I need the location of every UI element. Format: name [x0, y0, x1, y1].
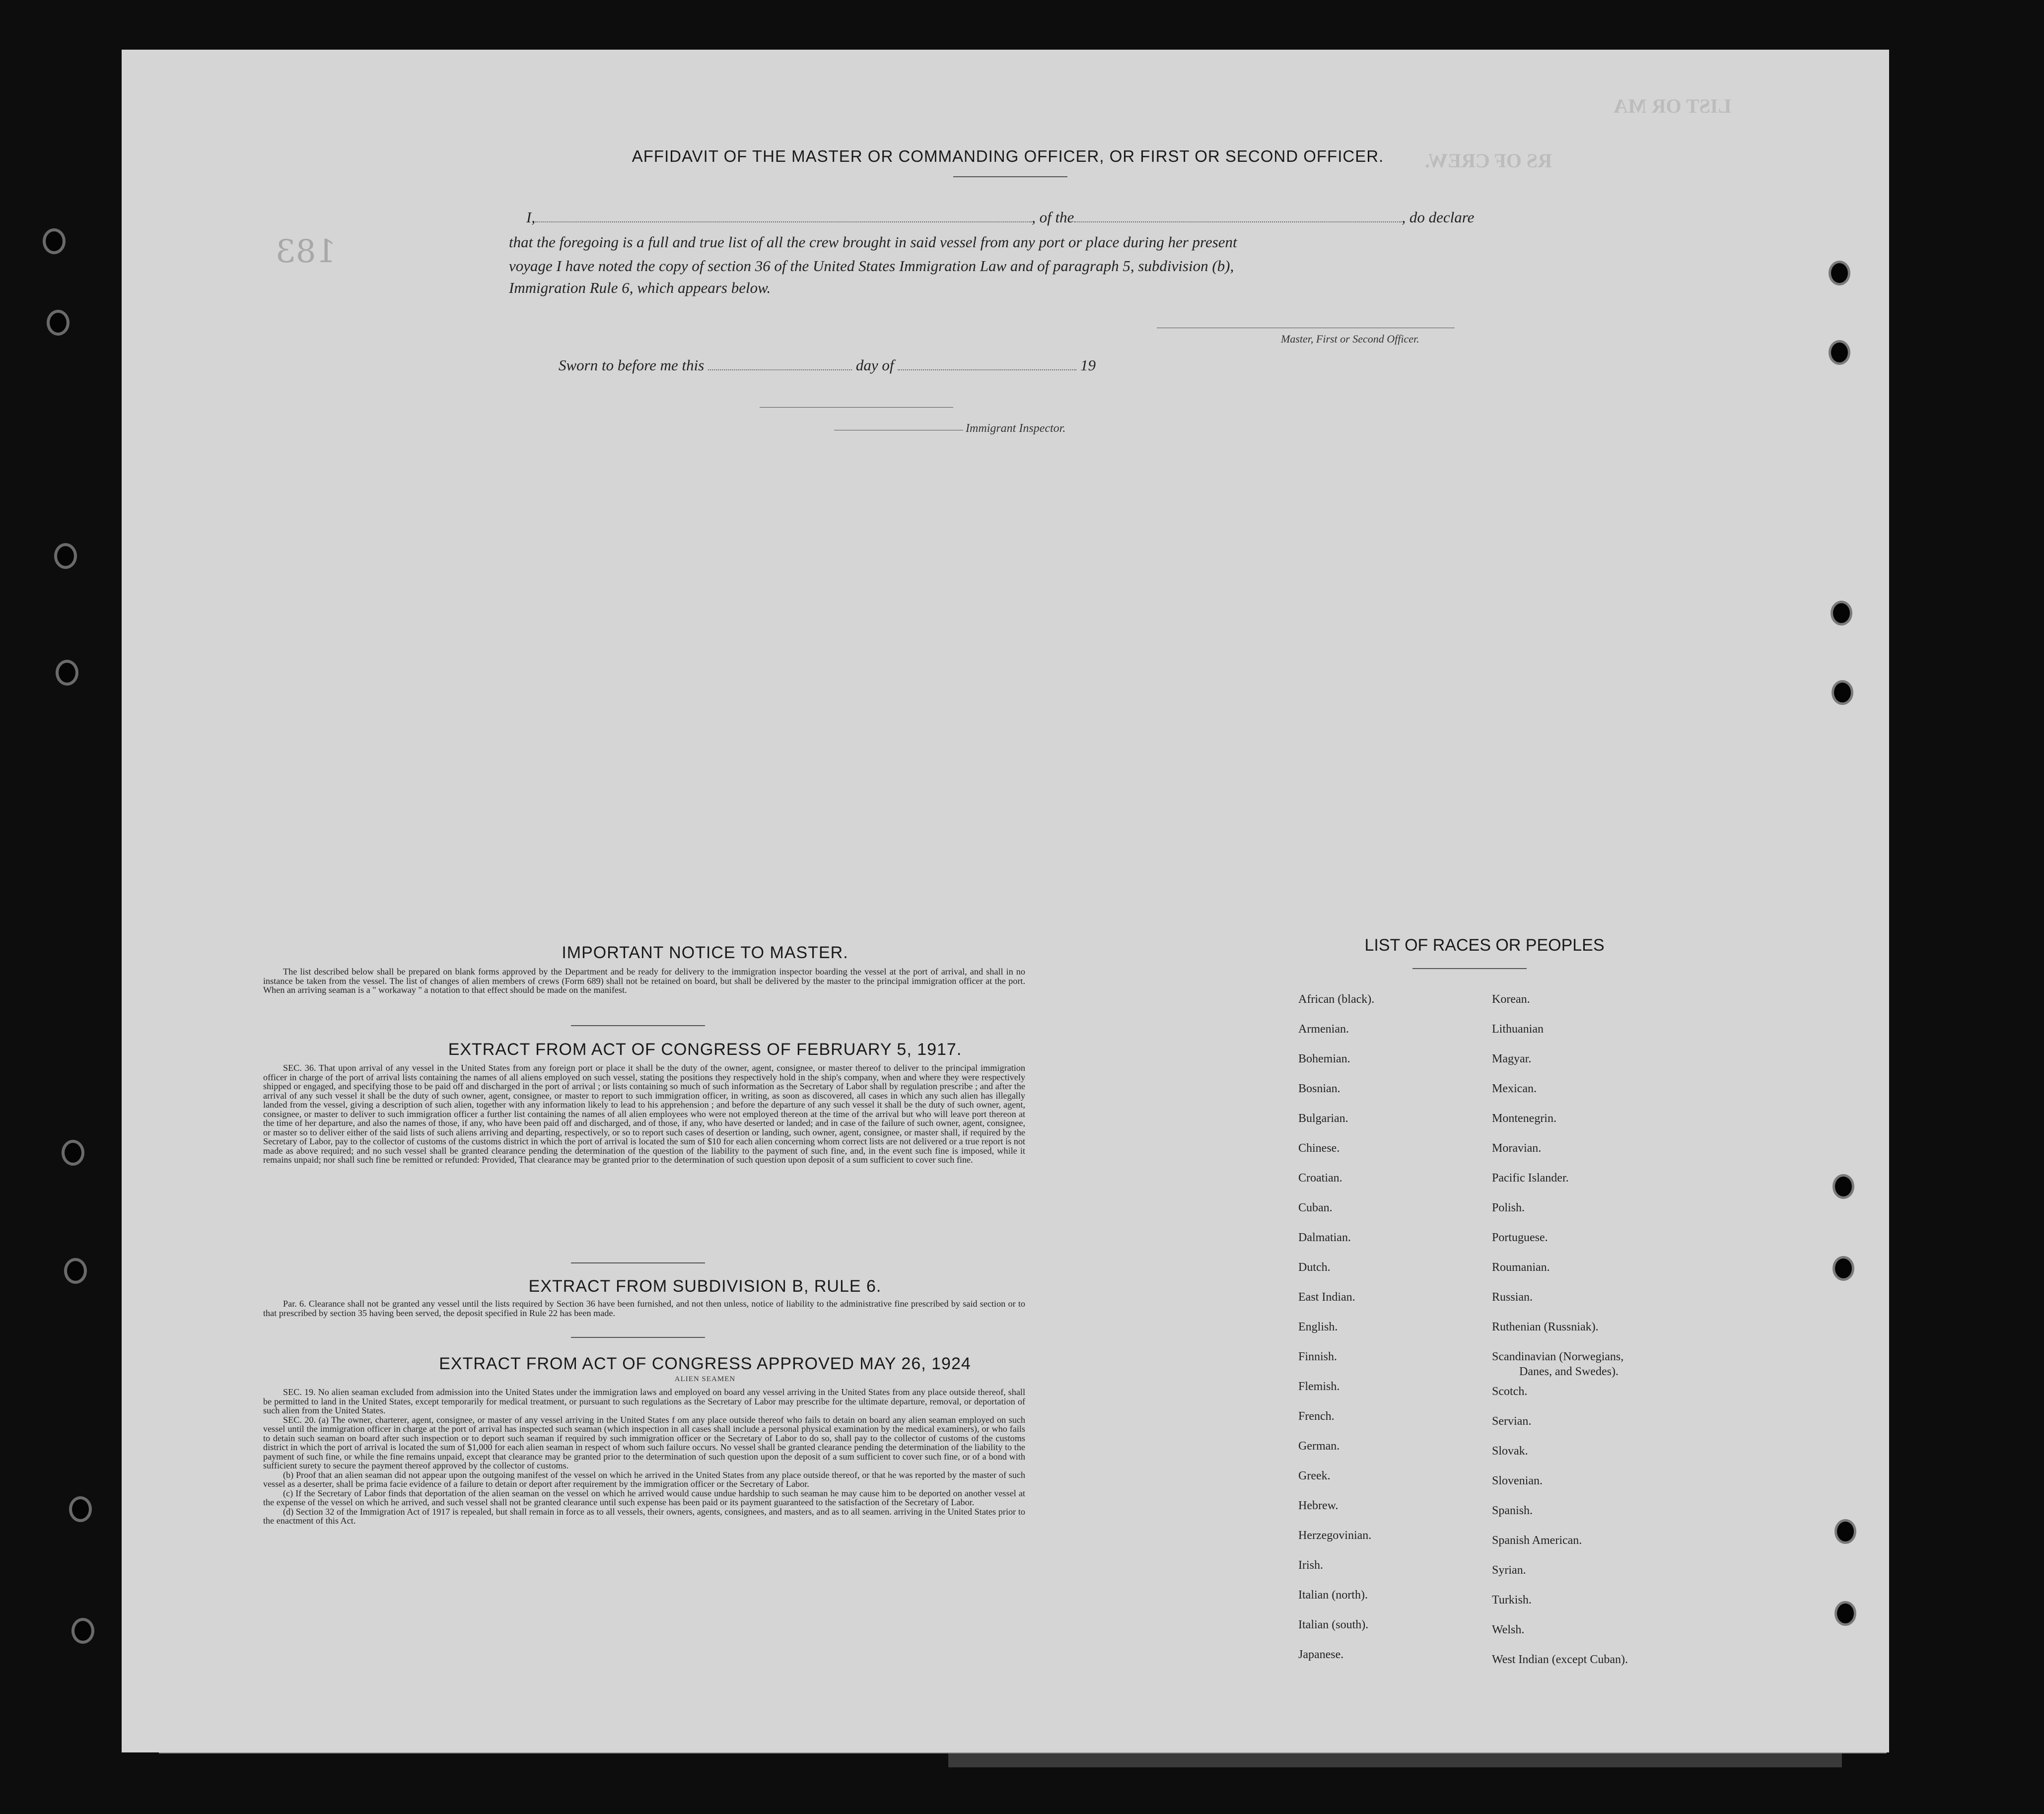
extract-1924-paragraph: SEC. 20. (a) The owner, charterer, agent, consignee, or master of any vessel arriving in the United States f om any place outside thereof who fails to detain on board any alien seaman employed on such vessel until the immigration officer in charge at the port of arrival has inspected such seaman (which inspection in all cases shall include a personal physical examination by the medical examiners), or who fails to detain such seaman on board after such inspection or to deport such seaman if required by such immigration officer or the Secretary of Labor to do so, shall pay to the collector of customs of the customs district in which the port of arrival is located the sum of $1,000 for each alien seaman in respect of whom such failure occurs. No vessel shall be granted clearance pending the determination of the liability to the payment of such fine, or while the fine remains unpaid, except that clearance may be granted prior to the determination of such question upon the deposit of a sum sufficient to cover such fine, or of a bond with sufficient surety to secure the payment thereof approved by the collector of customs.: [263, 1414, 1025, 1470]
race-item: Mexican.: [1492, 1082, 1537, 1095]
race-item: Bosnian.: [1298, 1082, 1340, 1095]
binder-hole: [1831, 263, 1848, 283]
inspector-upper-line: [760, 407, 953, 408]
race-item: Bohemian.: [1298, 1052, 1350, 1065]
bleed-through-header: LIST OR MA: [1614, 95, 1732, 117]
extract-1917-title: EXTRACT FROM ACT OF CONGRESS OF FEBRUARY 5, 1917.: [448, 1040, 962, 1059]
race-item: English.: [1298, 1321, 1338, 1333]
binder-hole: [1831, 343, 1848, 362]
race-item: Chinese.: [1298, 1142, 1340, 1155]
race-item: Korean.: [1492, 993, 1530, 1006]
binder-hole: [1837, 1522, 1854, 1541]
extract-rule6-paragraph: Par. 6. Clearance shall not be granted any vessel until the lists required by Section 36 have been furnished, and not then unless, notice of liability to the administrative fine prescribed by said section or to that prescribed by section 35 having been served, the deposit specified in Rule 22 has been made.: [263, 1299, 1025, 1318]
race-item: Flemish.: [1298, 1380, 1340, 1393]
race-item: Cuban.: [1298, 1201, 1333, 1214]
declaration-line-4: Immigration Rule 6, which appears below.: [509, 279, 771, 296]
extract-1924-paragraph: SEC. 19. No alien seaman excluded from admission into the United States under the immigration laws and employed on board any vessel arriving in the United States from any place outside thereof, shall be permitted to land in the United States, except temporarily for medical treatment, or pursuant to such regulations as the Secretary of Labor may prescribe for the ultimate departure, removal, or deportation of such alien from the United States.: [263, 1387, 1025, 1415]
signature-caption: Master, First or Second Officer.: [1281, 333, 1419, 345]
race-item: Spanish American.: [1492, 1534, 1582, 1547]
race-item: Dalmatian.: [1298, 1231, 1351, 1244]
race-item: Armenian.: [1298, 1023, 1349, 1036]
race-item: Welsh.: [1492, 1623, 1525, 1636]
extract-1924-paragraph: (c) If the Secretary of Labor finds that deportation of the alien seaman on the vessel on which he arrived would cause undue hardship to such seaman he may cause him to be deported on another vessel at the expense of the vessel on which he arrived, and such vessel shall not be granted clearance until such expense has been paid or its payment guaranteed to the satisfaction of the Secretary of Labor.: [263, 1488, 1025, 1507]
race-item: Syrian.: [1492, 1564, 1526, 1577]
binder-hole: [1834, 683, 1851, 702]
binder-hole: [67, 1261, 84, 1281]
race-item: Ruthenian (Russniak).: [1492, 1321, 1599, 1333]
sworn-day: day of: [855, 356, 894, 374]
race-item: Greek.: [1298, 1469, 1331, 1482]
race-item: Italian (north).: [1298, 1589, 1368, 1602]
binder-hole: [1833, 603, 1850, 623]
title-rule: [953, 176, 1067, 177]
section-rule: [571, 1337, 705, 1338]
extract-1924-subtitle: ALIEN SEAMEN: [674, 1375, 736, 1383]
race-item: Turkish.: [1492, 1594, 1532, 1606]
declare-suffix: , do declare: [1402, 209, 1475, 226]
declaration-line-3: voyage I have noted the copy of section 36 of the United States Immigration Law and of paragraph 5, subdivision (b),: [509, 257, 1234, 275]
extract-1917-paragraph: SEC. 36. That upon arrival of any vessel in the United States from any foreign port or place it shall be the duty of the owner, agent, consignee, or master thereof to deliver to the principal immigration officer in charge of the port of arrival lists containing the names of all aliens employed on such vessel, stating the positions they respectively hold in the ship's company, when and where they were respectively shipped or engaged, and specifying those to be paid off and discharged in the port of arrival ; or lists containing so much of such information as the Secretary of Labor shall by regulation prescribe ; and after the arrival of any such vessel it shall be the duty of such owner, agent, consignee, or master to report to such immigration officer, in writing, as soon as discovered, all cases in which any such alien has illegally landed from the vessel, giving a description of such alien, together with any information likely to lead to his apprehension ; and before the departure of any such vessel it shall be the duty of such owner, agent, consignee, or master to deliver to such immigration officer a further list containing the names of all alien employees who were not employed thereon at the time of the arrival but who will leave port thereon at the time of her departure, and also the names of those, if any, who have been paid off and discharged, and of those, if any, who have deserted or landed; and in case of the failure of such owner, agent, consignee, or master so to deliver either of the said lists of such aliens arriving and departing, respectively, or so to report such cases of desertion or landing, such owner, agent, consignee, or master shall, if required by the Secretary of Labor, pay to the collector of customs of the customs district in which the port of arrival is located the sum of $10 for each alien concerning whom correct lists are not delivered or a true report is not made as above required; and no such vessel shall be granted clearance pending the determination of the question of the liability to the payment of such fine, and, in the event such fine is imposed, while it remains unpaid; nor shall such fine be remitted or refunded: Provided, That clearance may be granted prior to the determination of such question upon deposit of a sum sufficient to cover such fine.: [263, 1063, 1025, 1165]
binder-hole: [1835, 1177, 1852, 1196]
sworn-day-blank: [708, 369, 852, 370]
sworn-year: 19: [1080, 356, 1096, 374]
race-item: Scotch.: [1492, 1385, 1528, 1398]
race-item: Servian.: [1492, 1415, 1532, 1428]
races-rule: [1412, 968, 1527, 969]
section-rule: [571, 1262, 705, 1263]
race-item: Finnish.: [1298, 1350, 1338, 1363]
race-item: Russian.: [1492, 1291, 1533, 1304]
race-item: East Indian.: [1298, 1291, 1355, 1304]
race-item: Dutch.: [1298, 1261, 1331, 1274]
race-item: Roumanian.: [1492, 1261, 1550, 1274]
inspector-caption: Immigrant Inspector.: [966, 422, 1066, 435]
binder-hole: [72, 1499, 89, 1519]
race-item: Italian (south).: [1298, 1618, 1369, 1631]
race-item: Polish.: [1492, 1201, 1525, 1214]
binder-hole: [65, 1143, 81, 1163]
declare-of: , of the: [1032, 209, 1074, 226]
binder-hole: [59, 663, 75, 683]
race-item: Irish.: [1298, 1559, 1323, 1572]
race-item: Croatian.: [1298, 1172, 1342, 1185]
binder-hole: [1837, 1604, 1854, 1623]
bleed-through-page-number: 183: [276, 233, 337, 270]
race-item: Moravian.: [1492, 1142, 1542, 1155]
name-blank: [535, 221, 1032, 222]
declaration-line-2: that the foregoing is a full and true list of all the crew brought in said vessel from any port or place during her present: [509, 233, 1237, 251]
race-item: African (black).: [1298, 993, 1375, 1006]
extract-1924-paragraph: (b) Proof that an alien seaman did not appear upon the outgoing manifest of the vessel on which he arrived in the United States from any place outside thereof, or that he was reported by the master of such vessel as a deserter, shall be prima facie evidence of a failure to detain or deport after requirement by the immigration officer or the Secretary of Labor.: [263, 1469, 1025, 1489]
race-item: Scandinavian (Norwegians,: [1492, 1350, 1624, 1363]
race-item: Magyar.: [1492, 1052, 1532, 1065]
race-item: West Indian (except Cuban).: [1492, 1653, 1628, 1666]
bleed-through-header: RS OF CREW.: [1425, 149, 1552, 172]
race-item: Montenegrin.: [1492, 1112, 1556, 1125]
binder-hole: [46, 231, 63, 251]
race-item: Portuguese.: [1492, 1231, 1548, 1244]
extract-rule6-title: EXTRACT FROM SUBDIVISION B, RULE 6.: [528, 1277, 882, 1296]
extract-1924-title: EXTRACT FROM ACT OF CONGRESS APPROVED MAY 26, 1924: [439, 1354, 971, 1373]
vessel-blank: [1074, 221, 1402, 222]
races-title: LIST OF RACES OR PEOPLES: [1364, 936, 1605, 955]
sworn-line: [559, 356, 1096, 374]
extract-1917-text: [263, 1063, 1025, 1165]
race-item: Slovenian.: [1492, 1474, 1543, 1487]
race-item: Slovak.: [1492, 1445, 1528, 1458]
extract-rule6-text: [263, 1299, 1025, 1318]
binder-hole: [1835, 1258, 1852, 1278]
race-item: Hebrew.: [1298, 1499, 1339, 1512]
section-rule: [571, 1025, 705, 1026]
notice-text: [263, 967, 1025, 995]
affidavit-title: AFFIDAVIT OF THE MASTER OR COMMANDING OFFICER, OR FIRST OR SECOND OFFICER.: [632, 147, 1384, 165]
race-item: Danes, and Swedes).: [1519, 1365, 1619, 1378]
sworn-prefix: Sworn to before me this: [559, 356, 705, 374]
race-item: Spanish.: [1492, 1504, 1533, 1517]
sworn-month-blank: [898, 369, 1076, 370]
declare-prefix: I,: [526, 209, 536, 226]
binder-hole: [57, 546, 74, 566]
race-item: Japanese.: [1298, 1648, 1344, 1661]
extract-1924-text: [263, 1388, 1025, 1526]
binder-hole: [74, 1621, 91, 1641]
race-item: Bulgarian.: [1298, 1112, 1348, 1125]
extract-1924-paragraph: (d) Section 32 of the Immigration Act of 1917 is repealed, but shall remain in force as to all vessels, their owners, agents, consignees, and masters, and as to all seamen. arriving in the United States prior to the enactment of this Act.: [263, 1506, 1025, 1526]
notice-title: IMPORTANT NOTICE TO MASTER.: [562, 943, 848, 962]
race-item: Lithuanian: [1492, 1023, 1544, 1036]
race-item: German.: [1298, 1440, 1340, 1453]
race-item: Pacific Islander.: [1492, 1172, 1569, 1185]
notice-paragraph: The list described below shall be prepared on blank forms approved by the Department and be ready for delivery to the immigration inspector boarding the vessel at the port of arrival, and shall in no instance be taken from the vessel. The list of changes of alien members of crews (Form 689) shall not be retained on board, but shall be delivered by the master to the principal immigration officer at the port. When an arriving seaman is a " workaway " a notation to that effect should be made on the manifest.: [263, 967, 1025, 995]
race-item: Herzegovinian.: [1298, 1529, 1372, 1542]
declaration-line-1: [526, 209, 1474, 226]
binder-hole: [50, 313, 67, 333]
race-item: French.: [1298, 1410, 1335, 1423]
